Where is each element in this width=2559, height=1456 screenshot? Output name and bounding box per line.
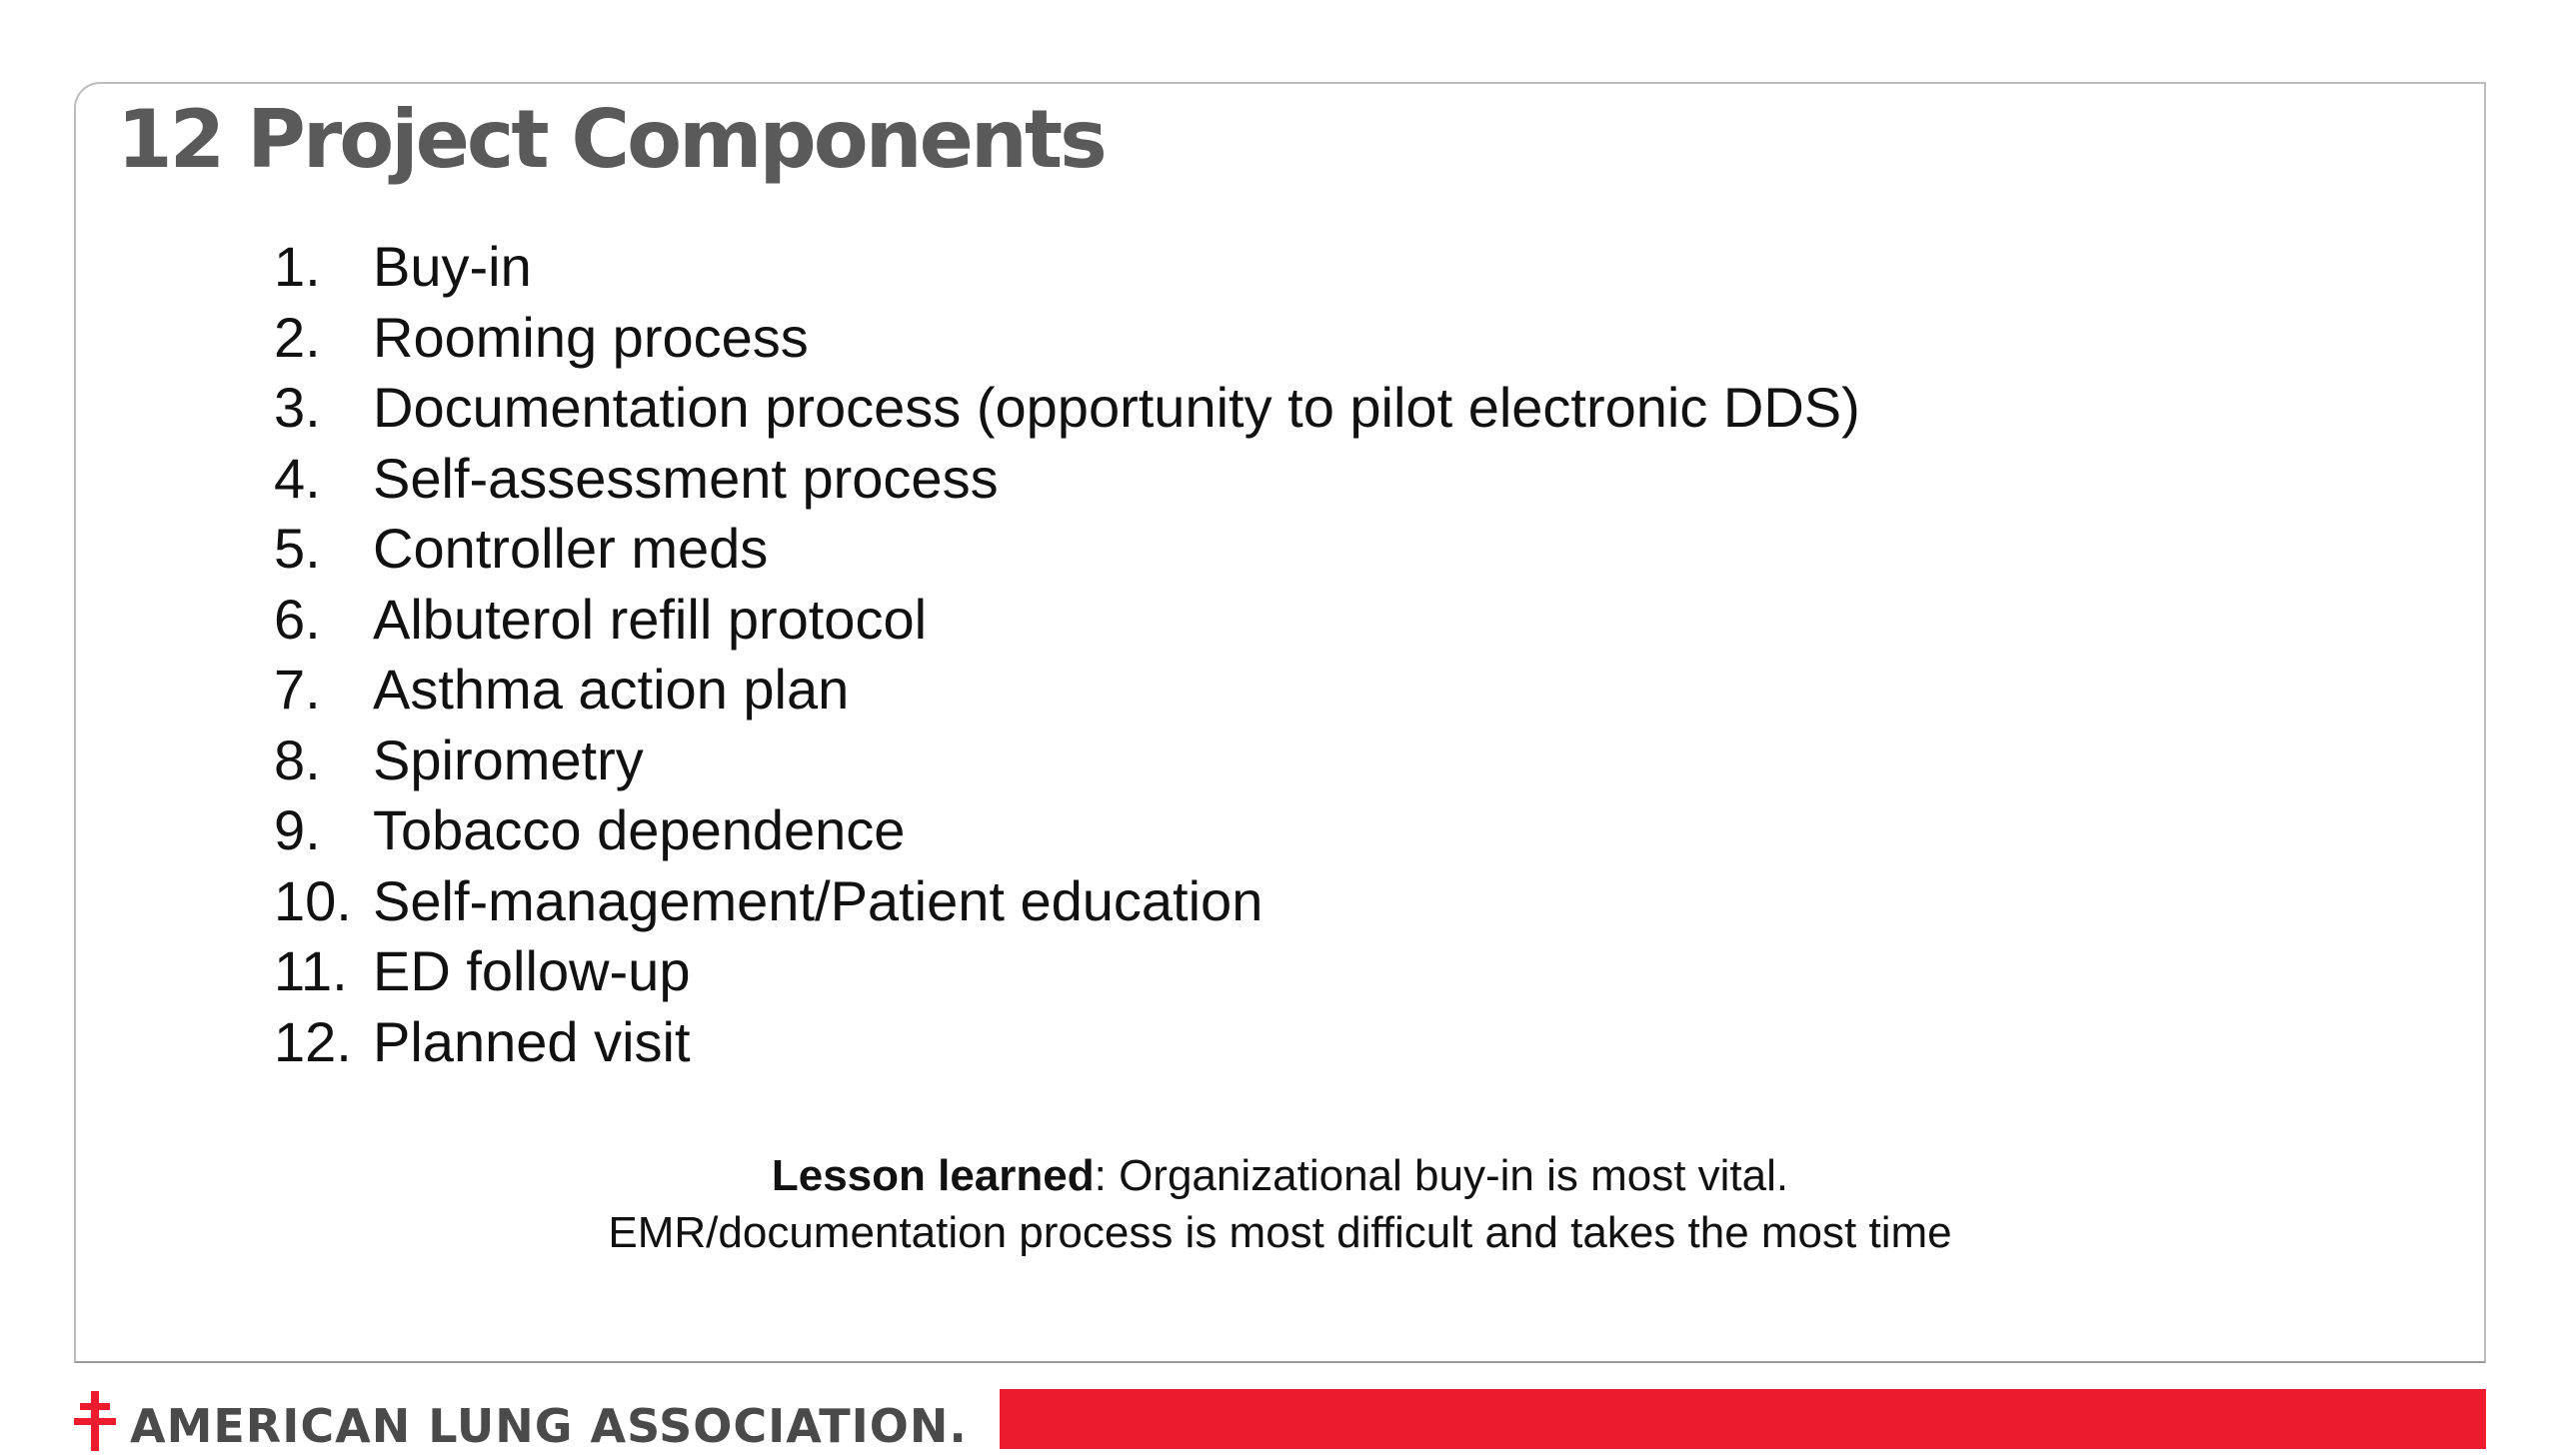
list-item	[274, 444, 1860, 515]
item-number: 1.	[274, 235, 321, 298]
lesson-learned-note	[74, 1147, 2486, 1261]
item-number: 6.	[274, 587, 321, 651]
item-number: 8.	[274, 728, 321, 791]
footer	[0, 1379, 2559, 1453]
item-text: ED follow-up	[373, 939, 691, 1002]
item-text: Asthma action plan	[373, 658, 850, 721]
item-number: 12.	[274, 1009, 352, 1073]
list-item	[274, 795, 1860, 866]
item-text: Controller meds	[373, 517, 769, 580]
component-list	[274, 232, 1860, 1077]
item-number: 9.	[274, 798, 321, 861]
item-text: Self-management/Patient education	[373, 868, 1264, 932]
list-item	[274, 232, 1860, 303]
list-item	[274, 936, 1860, 1007]
item-number: 11.	[274, 939, 348, 1002]
item-text: Tobacco dependence	[373, 798, 906, 861]
lesson-line-2: EMR/documentation process is most difficult and takes the most time	[608, 1208, 1952, 1257]
item-number: 4.	[274, 446, 321, 510]
list-item	[274, 373, 1860, 444]
footer-red-bar	[1000, 1389, 2486, 1449]
item-text: Buy-in	[373, 235, 532, 298]
item-text: Rooming process	[373, 305, 809, 369]
item-number: 3.	[274, 376, 321, 439]
item-number: 5.	[274, 517, 321, 580]
list-item	[274, 514, 1860, 585]
slide-title: 12 Project Components	[117, 93, 1105, 186]
lesson-heading: Lesson learned	[771, 1151, 1095, 1200]
item-number: 7.	[274, 658, 321, 721]
lesson-line-1	[74, 1147, 2486, 1204]
item-text: Spirometry	[373, 728, 644, 791]
american-lung-association-logo	[74, 1391, 968, 1451]
item-number: 2.	[274, 305, 321, 369]
item-text: Albuterol refill protocol	[373, 587, 928, 651]
list-item	[274, 726, 1860, 796]
list-item	[274, 585, 1860, 656]
double-barred-cross-icon	[74, 1391, 116, 1451]
list-item	[274, 303, 1860, 374]
item-text: Self-assessment process	[373, 446, 999, 510]
item-number: 10.	[274, 868, 352, 932]
logo-text: AMERICAN LUNG ASSOCIATION.	[130, 1399, 968, 1453]
item-text: Planned visit	[373, 1009, 691, 1073]
list-item	[274, 1007, 1860, 1078]
item-text: Documentation process (opportunity to pilot electronic DDS)	[373, 376, 1860, 439]
lesson-line-1-text: : Organizational buy-in is most vital.	[1094, 1151, 1789, 1200]
list-item	[274, 866, 1860, 937]
list-item	[274, 655, 1860, 726]
